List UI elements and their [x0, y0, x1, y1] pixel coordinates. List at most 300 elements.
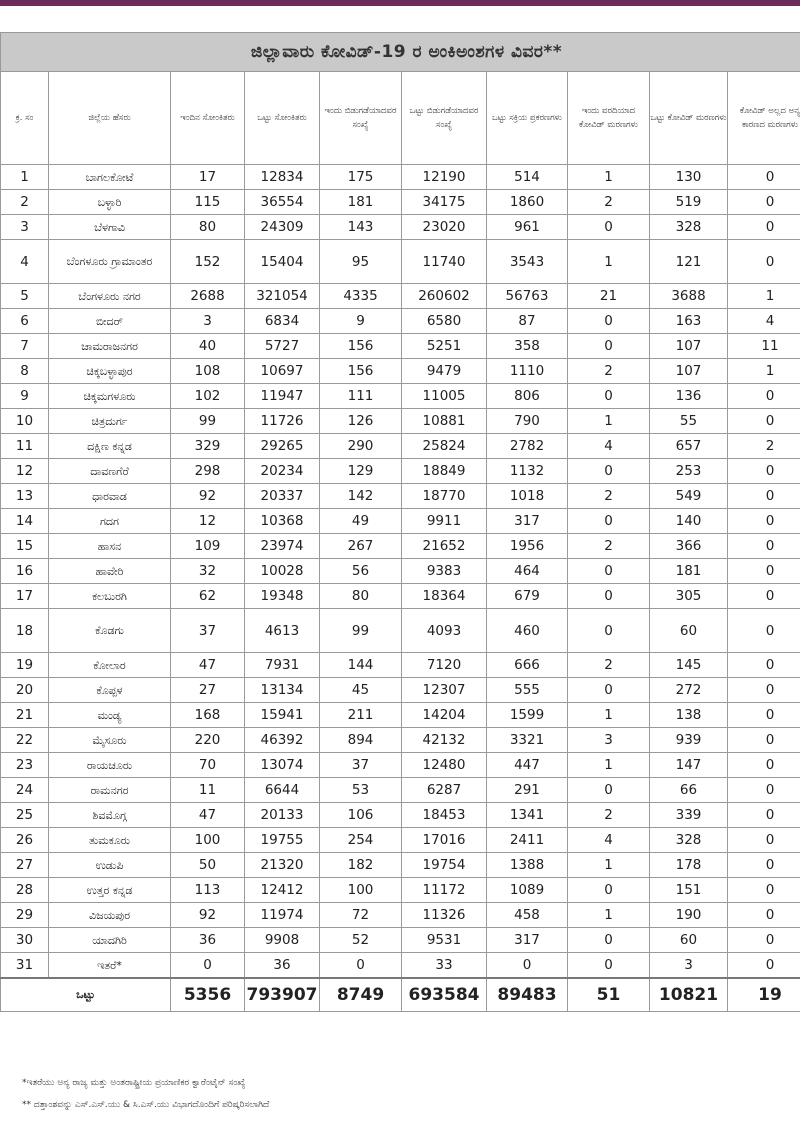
cell-non-covid-deaths: 0 — [728, 609, 800, 653]
cell-today-deaths: 0 — [568, 584, 650, 609]
row-sno: 23 — [1, 753, 49, 778]
cell-today-positive: 17 — [171, 165, 245, 190]
row-district: ಬಾಗಲಕೋಟೆ — [49, 165, 171, 190]
cell-total-active: 1089 — [487, 878, 568, 903]
table-row — [1, 803, 800, 828]
cell-today-positive: 298 — [171, 459, 245, 484]
cell-today-positive: 100 — [171, 828, 245, 853]
table-row — [1, 609, 800, 653]
row-sno: 31 — [1, 953, 49, 979]
cell-today-positive: 3 — [171, 309, 245, 334]
cell-total-positive: 13134 — [245, 678, 320, 703]
row-district: ಚಿತ್ರದುರ್ಗ — [49, 409, 171, 434]
cell-non-covid-deaths: 0 — [728, 484, 800, 509]
table-body — [1, 165, 800, 979]
cell-total-active: 447 — [487, 753, 568, 778]
cell-today-discharged: 129 — [320, 459, 402, 484]
total-row — [1, 978, 800, 1012]
cell-total-discharged: 19754 — [402, 853, 487, 878]
cell-today-deaths: 0 — [568, 384, 650, 409]
table-row — [1, 828, 800, 853]
table-row — [1, 434, 800, 459]
cell-today-positive: 152 — [171, 240, 245, 284]
cell-total-active: 358 — [487, 334, 568, 359]
cell-total-active: 1018 — [487, 484, 568, 509]
cell-total-active: 1956 — [487, 534, 568, 559]
cell-total-active: 1860 — [487, 190, 568, 215]
cell-total-positive: 36554 — [245, 190, 320, 215]
row-sno: 13 — [1, 484, 49, 509]
cell-non-covid-deaths: 0 — [728, 584, 800, 609]
cell-non-covid-deaths: 0 — [728, 509, 800, 534]
cell-total-discharged: 11172 — [402, 878, 487, 903]
cell-today-positive: 102 — [171, 384, 245, 409]
cell-total-deaths: 939 — [650, 728, 728, 753]
cell-today-discharged: 95 — [320, 240, 402, 284]
cell-non-covid-deaths: 0 — [728, 384, 800, 409]
cell-today-positive: 50 — [171, 853, 245, 878]
cell-today-discharged: 99 — [320, 609, 402, 653]
cell-today-discharged: 111 — [320, 384, 402, 409]
row-sno: 4 — [1, 240, 49, 284]
cell-total-discharged: 6580 — [402, 309, 487, 334]
cell-total-deaths: 366 — [650, 534, 728, 559]
cell-total-deaths: 107 — [650, 359, 728, 384]
cell-today-positive: 37 — [171, 609, 245, 653]
cell-total-discharged: 11326 — [402, 903, 487, 928]
cell-today-deaths: 1 — [568, 165, 650, 190]
cell-total-active: 87 — [487, 309, 568, 334]
cell-total-discharged: 14204 — [402, 703, 487, 728]
row-district: ಚಿಕ್ಕಬಳ್ಳಾಪುರ — [49, 359, 171, 384]
cell-total-active: 1341 — [487, 803, 568, 828]
cell-total-active: 1132 — [487, 459, 568, 484]
cell-total-deaths: 163 — [650, 309, 728, 334]
cell-today-positive: 0 — [171, 953, 245, 979]
cell-non-covid-deaths: 0 — [728, 459, 800, 484]
cell-non-covid-deaths: 0 — [728, 653, 800, 678]
cell-today-positive: 27 — [171, 678, 245, 703]
cell-today-positive: 36 — [171, 928, 245, 953]
cell-total-deaths: 190 — [650, 903, 728, 928]
row-district: ಇತರೆ* — [49, 953, 171, 979]
table-row — [1, 559, 800, 584]
cell-today-discharged: 144 — [320, 653, 402, 678]
cell-total-deaths: 339 — [650, 803, 728, 828]
cell-total-positive: 19348 — [245, 584, 320, 609]
row-district: ಕಲಬುರಗಿ — [49, 584, 171, 609]
cell-total-active: 460 — [487, 609, 568, 653]
row-district: ಹಾವೇರಿ — [49, 559, 171, 584]
row-sno: 26 — [1, 828, 49, 853]
cell-today-discharged: 52 — [320, 928, 402, 953]
cell-today-positive: 92 — [171, 903, 245, 928]
cell-total-positive: 12412 — [245, 878, 320, 903]
row-sno: 29 — [1, 903, 49, 928]
cell-today-discharged: 49 — [320, 509, 402, 534]
cell-total-active: 317 — [487, 928, 568, 953]
cell-today-discharged: 4335 — [320, 284, 402, 309]
header-today-deaths: ಇಂದು ವರದಿಯಾದ ಕೋವಿಡ್ ಮರಣಗಳು — [568, 72, 650, 165]
cell-total-discharged: 12480 — [402, 753, 487, 778]
header-today-discharged: ಇಂದು ಬಿಡುಗಡೆಯಾದವರ ಸಂಖ್ಯೆ — [320, 72, 402, 165]
cell-total-active: 806 — [487, 384, 568, 409]
row-district: ಮಂಡ್ಯ — [49, 703, 171, 728]
cell-today-positive: 32 — [171, 559, 245, 584]
table-row — [1, 509, 800, 534]
cell-total-positive: 20133 — [245, 803, 320, 828]
cell-total-positive: 11726 — [245, 409, 320, 434]
cell-total-discharged: 25824 — [402, 434, 487, 459]
cell-total-positive: 10697 — [245, 359, 320, 384]
cell-total-discharged: 12190 — [402, 165, 487, 190]
cell-total-positive: 11947 — [245, 384, 320, 409]
footnote-data-source: ** ದತ್ತಾಂಶವನ್ನು ಎಸ್.ಎಸ್.ಯು & ಸಿ.ಎಸ್.ಯು ವಿಭಾಗದೊಂದಿಗೆ ಪರಿಷ್ಕರಿಸಲಾಗಿದೆ — [22, 1100, 270, 1110]
cell-today-deaths: 2 — [568, 803, 650, 828]
table-row — [1, 459, 800, 484]
cell-total-active: 317 — [487, 509, 568, 534]
cell-non-covid-deaths: 0 — [728, 928, 800, 953]
row-sno: 18 — [1, 609, 49, 653]
cell-non-covid-deaths: 0 — [728, 903, 800, 928]
cell-today-discharged: 156 — [320, 334, 402, 359]
cell-today-deaths: 1 — [568, 409, 650, 434]
cell-total-positive: 23974 — [245, 534, 320, 559]
total-today-positive: 5356 — [171, 978, 245, 1012]
cell-total-active: 790 — [487, 409, 568, 434]
row-sno: 8 — [1, 359, 49, 384]
cell-today-discharged: 0 — [320, 953, 402, 979]
cell-today-positive: 47 — [171, 653, 245, 678]
cell-non-covid-deaths: 1 — [728, 359, 800, 384]
header-total-positive: ಒಟ್ಟು ಸೋಂಕಿತರು — [245, 72, 320, 165]
cell-today-deaths: 2 — [568, 359, 650, 384]
cell-total-discharged: 5251 — [402, 334, 487, 359]
cell-today-discharged: 142 — [320, 484, 402, 509]
cell-today-deaths: 4 — [568, 828, 650, 853]
cell-today-deaths: 0 — [568, 215, 650, 240]
row-sno: 6 — [1, 309, 49, 334]
cell-today-deaths: 2 — [568, 484, 650, 509]
cell-today-deaths: 0 — [568, 678, 650, 703]
cell-total-discharged: 4093 — [402, 609, 487, 653]
cell-today-positive: 11 — [171, 778, 245, 803]
row-district: ದಕ್ಷಿಣ ಕನ್ನಡ — [49, 434, 171, 459]
total-today-deaths: 51 — [568, 978, 650, 1012]
footnote-others: *ಇತರೆಯು ಅನ್ಯ ರಾಜ್ಯ ಮತ್ತು ಅಂತರಾಷ್ಟ್ರೀಯ ಪ್ರಯಾಣಿಕರ ಕ್ವಾರೆಂಟೈನ್ ಸಂಖ್ಯೆ — [22, 1078, 246, 1088]
row-district: ಕೋಲಾರ — [49, 653, 171, 678]
cell-total-active: 1110 — [487, 359, 568, 384]
cell-total-active: 458 — [487, 903, 568, 928]
cell-total-active: 961 — [487, 215, 568, 240]
table-row — [1, 215, 800, 240]
cell-non-covid-deaths: 0 — [728, 678, 800, 703]
cell-today-discharged: 126 — [320, 409, 402, 434]
cell-total-deaths: 136 — [650, 384, 728, 409]
cell-total-deaths: 328 — [650, 215, 728, 240]
row-district: ಗದಗ — [49, 509, 171, 534]
cell-today-deaths: 1 — [568, 753, 650, 778]
cell-total-active: 0 — [487, 953, 568, 979]
row-sno: 28 — [1, 878, 49, 903]
cell-total-discharged: 18364 — [402, 584, 487, 609]
cell-today-deaths: 0 — [568, 778, 650, 803]
footnotes — [22, 1072, 269, 1116]
row-district: ವಿಜಯಪುರ — [49, 903, 171, 928]
header-today-positive: ಇಂದಿನ ಸೋಂಕಿತರು — [171, 72, 245, 165]
cell-today-discharged: 181 — [320, 190, 402, 215]
header-total-active: ಒಟ್ಟು ಸಕ್ರಿಯ ಪ್ರಕರಣಗಳು — [487, 72, 568, 165]
cell-today-discharged: 267 — [320, 534, 402, 559]
row-sno: 10 — [1, 409, 49, 434]
cell-total-positive: 36 — [245, 953, 320, 979]
header-total-discharged: ಒಟ್ಟು ಬಿಡುಗಡೆಯಾದವರ ಸಂಖ್ಯೆ — [402, 72, 487, 165]
cell-today-positive: 99 — [171, 409, 245, 434]
total-non-covid-deaths: 19 — [728, 978, 800, 1012]
cell-total-discharged: 9479 — [402, 359, 487, 384]
cell-total-deaths: 3688 — [650, 284, 728, 309]
cell-total-positive: 29265 — [245, 434, 320, 459]
cell-today-discharged: 56 — [320, 559, 402, 584]
cell-total-active: 555 — [487, 678, 568, 703]
row-district: ಕೊಪ್ಪಳ — [49, 678, 171, 703]
cell-today-deaths: 1 — [568, 853, 650, 878]
cell-total-active: 679 — [487, 584, 568, 609]
cell-total-discharged: 11005 — [402, 384, 487, 409]
cell-non-covid-deaths: 0 — [728, 409, 800, 434]
cell-total-deaths: 121 — [650, 240, 728, 284]
cell-total-active: 1388 — [487, 853, 568, 878]
cell-today-discharged: 72 — [320, 903, 402, 928]
cell-today-discharged: 211 — [320, 703, 402, 728]
cell-total-active: 2782 — [487, 434, 568, 459]
table-row — [1, 728, 800, 753]
row-district: ದಾವಣಗೆರೆ — [49, 459, 171, 484]
cell-total-deaths: 657 — [650, 434, 728, 459]
cell-today-positive: 70 — [171, 753, 245, 778]
row-sno: 16 — [1, 559, 49, 584]
cell-today-discharged: 9 — [320, 309, 402, 334]
district-covid-table — [0, 32, 800, 1012]
cell-total-deaths: 253 — [650, 459, 728, 484]
cell-total-positive: 10368 — [245, 509, 320, 534]
row-district: ಯಾದಗಿರಿ — [49, 928, 171, 953]
cell-non-covid-deaths: 2 — [728, 434, 800, 459]
cell-total-active: 514 — [487, 165, 568, 190]
total-total-deaths: 10821 — [650, 978, 728, 1012]
cell-total-active: 666 — [487, 653, 568, 678]
cell-total-discharged: 17016 — [402, 828, 487, 853]
row-sno: 12 — [1, 459, 49, 484]
table-row — [1, 853, 800, 878]
row-sno: 30 — [1, 928, 49, 953]
total-total-discharged: 693584 — [402, 978, 487, 1012]
cell-today-discharged: 254 — [320, 828, 402, 853]
header-sno: ಕ್ರ. ಸಂ — [1, 72, 49, 165]
cell-total-discharged: 42132 — [402, 728, 487, 753]
row-sno: 1 — [1, 165, 49, 190]
table-row — [1, 584, 800, 609]
total-label: ಒಟ್ಟು — [1, 978, 171, 1012]
cell-total-positive: 321054 — [245, 284, 320, 309]
cell-total-active: 2411 — [487, 828, 568, 853]
cell-today-discharged: 100 — [320, 878, 402, 903]
cell-today-deaths: 21 — [568, 284, 650, 309]
cell-total-positive: 5727 — [245, 334, 320, 359]
cell-total-positive: 9908 — [245, 928, 320, 953]
cell-total-active: 56763 — [487, 284, 568, 309]
table-row — [1, 753, 800, 778]
total-total-positive: 793907 — [245, 978, 320, 1012]
cell-today-positive: 92 — [171, 484, 245, 509]
cell-total-discharged: 11740 — [402, 240, 487, 284]
cell-today-positive: 109 — [171, 534, 245, 559]
cell-total-discharged: 9383 — [402, 559, 487, 584]
row-district: ರಾಯಚೂರು — [49, 753, 171, 778]
cell-non-covid-deaths: 0 — [728, 165, 800, 190]
row-district: ಬೀದರ್ — [49, 309, 171, 334]
cell-total-deaths: 549 — [650, 484, 728, 509]
row-sno: 22 — [1, 728, 49, 753]
cell-today-deaths: 4 — [568, 434, 650, 459]
cell-today-positive: 168 — [171, 703, 245, 728]
cell-total-deaths: 3 — [650, 953, 728, 979]
cell-total-discharged: 18453 — [402, 803, 487, 828]
row-sno: 3 — [1, 215, 49, 240]
cell-today-discharged: 182 — [320, 853, 402, 878]
table-row — [1, 878, 800, 903]
cell-today-positive: 108 — [171, 359, 245, 384]
row-district: ಕೊಡಗು — [49, 609, 171, 653]
row-district: ಹಾಸನ — [49, 534, 171, 559]
cell-today-discharged: 45 — [320, 678, 402, 703]
cell-total-positive: 46392 — [245, 728, 320, 753]
total-today-discharged: 8749 — [320, 978, 402, 1012]
row-sno: 14 — [1, 509, 49, 534]
cell-total-discharged: 9911 — [402, 509, 487, 534]
top-accent-bar — [0, 0, 800, 6]
cell-today-deaths: 0 — [568, 928, 650, 953]
cell-total-discharged: 33 — [402, 953, 487, 979]
row-sno: 25 — [1, 803, 49, 828]
header-non-covid-deaths: ಕೋವಿಡ್ ಅಲ್ಲದ ಅನ್ಯ ಕಾರಣದ ಮರಣಗಳು — [728, 72, 800, 165]
cell-total-discharged: 18770 — [402, 484, 487, 509]
row-sno: 17 — [1, 584, 49, 609]
row-sno: 21 — [1, 703, 49, 728]
cell-total-positive: 15404 — [245, 240, 320, 284]
cell-non-covid-deaths: 0 — [728, 703, 800, 728]
row-sno: 9 — [1, 384, 49, 409]
cell-non-covid-deaths: 0 — [728, 215, 800, 240]
cell-total-deaths: 107 — [650, 334, 728, 359]
cell-today-deaths: 2 — [568, 653, 650, 678]
cell-non-covid-deaths: 0 — [728, 559, 800, 584]
cell-today-deaths: 1 — [568, 903, 650, 928]
cell-non-covid-deaths: 0 — [728, 753, 800, 778]
cell-non-covid-deaths: 4 — [728, 309, 800, 334]
row-district: ಧಾರವಾಡ — [49, 484, 171, 509]
cell-total-deaths: 55 — [650, 409, 728, 434]
cell-non-covid-deaths: 1 — [728, 284, 800, 309]
cell-total-positive: 7931 — [245, 653, 320, 678]
table-row — [1, 284, 800, 309]
cell-non-covid-deaths: 0 — [728, 828, 800, 853]
cell-total-positive: 13074 — [245, 753, 320, 778]
cell-today-discharged: 106 — [320, 803, 402, 828]
table-row — [1, 534, 800, 559]
cell-today-discharged: 80 — [320, 584, 402, 609]
cell-total-discharged: 9531 — [402, 928, 487, 953]
cell-today-discharged: 143 — [320, 215, 402, 240]
cell-total-deaths: 519 — [650, 190, 728, 215]
total-total-active: 89483 — [487, 978, 568, 1012]
cell-total-discharged: 7120 — [402, 653, 487, 678]
cell-total-deaths: 272 — [650, 678, 728, 703]
table-row — [1, 309, 800, 334]
district-covid-table-wrapper — [0, 32, 800, 1012]
table-row — [1, 165, 800, 190]
cell-total-positive: 12834 — [245, 165, 320, 190]
row-sno: 20 — [1, 678, 49, 703]
cell-today-deaths: 2 — [568, 190, 650, 215]
cell-total-discharged: 34175 — [402, 190, 487, 215]
cell-total-positive: 4613 — [245, 609, 320, 653]
row-district: ಉಡುಪಿ — [49, 853, 171, 878]
cell-total-deaths: 181 — [650, 559, 728, 584]
cell-total-positive: 10028 — [245, 559, 320, 584]
cell-total-deaths: 178 — [650, 853, 728, 878]
row-district: ಶಿವಮೊಗ್ಗ — [49, 803, 171, 828]
table-row — [1, 928, 800, 953]
row-district: ಮೈಸೂರು — [49, 728, 171, 753]
cell-total-deaths: 60 — [650, 609, 728, 653]
cell-total-discharged: 260602 — [402, 284, 487, 309]
cell-total-active: 3543 — [487, 240, 568, 284]
cell-today-discharged: 290 — [320, 434, 402, 459]
table-row — [1, 409, 800, 434]
cell-total-discharged: 12307 — [402, 678, 487, 703]
cell-today-discharged: 53 — [320, 778, 402, 803]
table-row — [1, 334, 800, 359]
row-district: ಚಾಮರಾಜನಗರ — [49, 334, 171, 359]
cell-non-covid-deaths: 0 — [728, 778, 800, 803]
cell-non-covid-deaths: 0 — [728, 728, 800, 753]
cell-today-positive: 80 — [171, 215, 245, 240]
cell-today-positive: 12 — [171, 509, 245, 534]
table-row — [1, 240, 800, 284]
cell-today-positive: 220 — [171, 728, 245, 753]
table-row — [1, 384, 800, 409]
row-district: ಬಳ್ಳಾರಿ — [49, 190, 171, 215]
cell-total-positive: 24309 — [245, 215, 320, 240]
cell-total-discharged: 23020 — [402, 215, 487, 240]
cell-today-deaths: 0 — [568, 309, 650, 334]
cell-total-discharged: 21652 — [402, 534, 487, 559]
row-district: ರಾಮನಗರ — [49, 778, 171, 803]
cell-today-deaths: 0 — [568, 509, 650, 534]
table-row — [1, 703, 800, 728]
cell-non-covid-deaths: 0 — [728, 240, 800, 284]
row-sno: 11 — [1, 434, 49, 459]
cell-non-covid-deaths: 0 — [728, 878, 800, 903]
cell-today-positive: 329 — [171, 434, 245, 459]
row-sno: 2 — [1, 190, 49, 215]
row-district: ತುಮಕೂರು — [49, 828, 171, 853]
cell-total-deaths: 145 — [650, 653, 728, 678]
table-row — [1, 484, 800, 509]
cell-non-covid-deaths: 0 — [728, 534, 800, 559]
cell-total-positive: 6644 — [245, 778, 320, 803]
